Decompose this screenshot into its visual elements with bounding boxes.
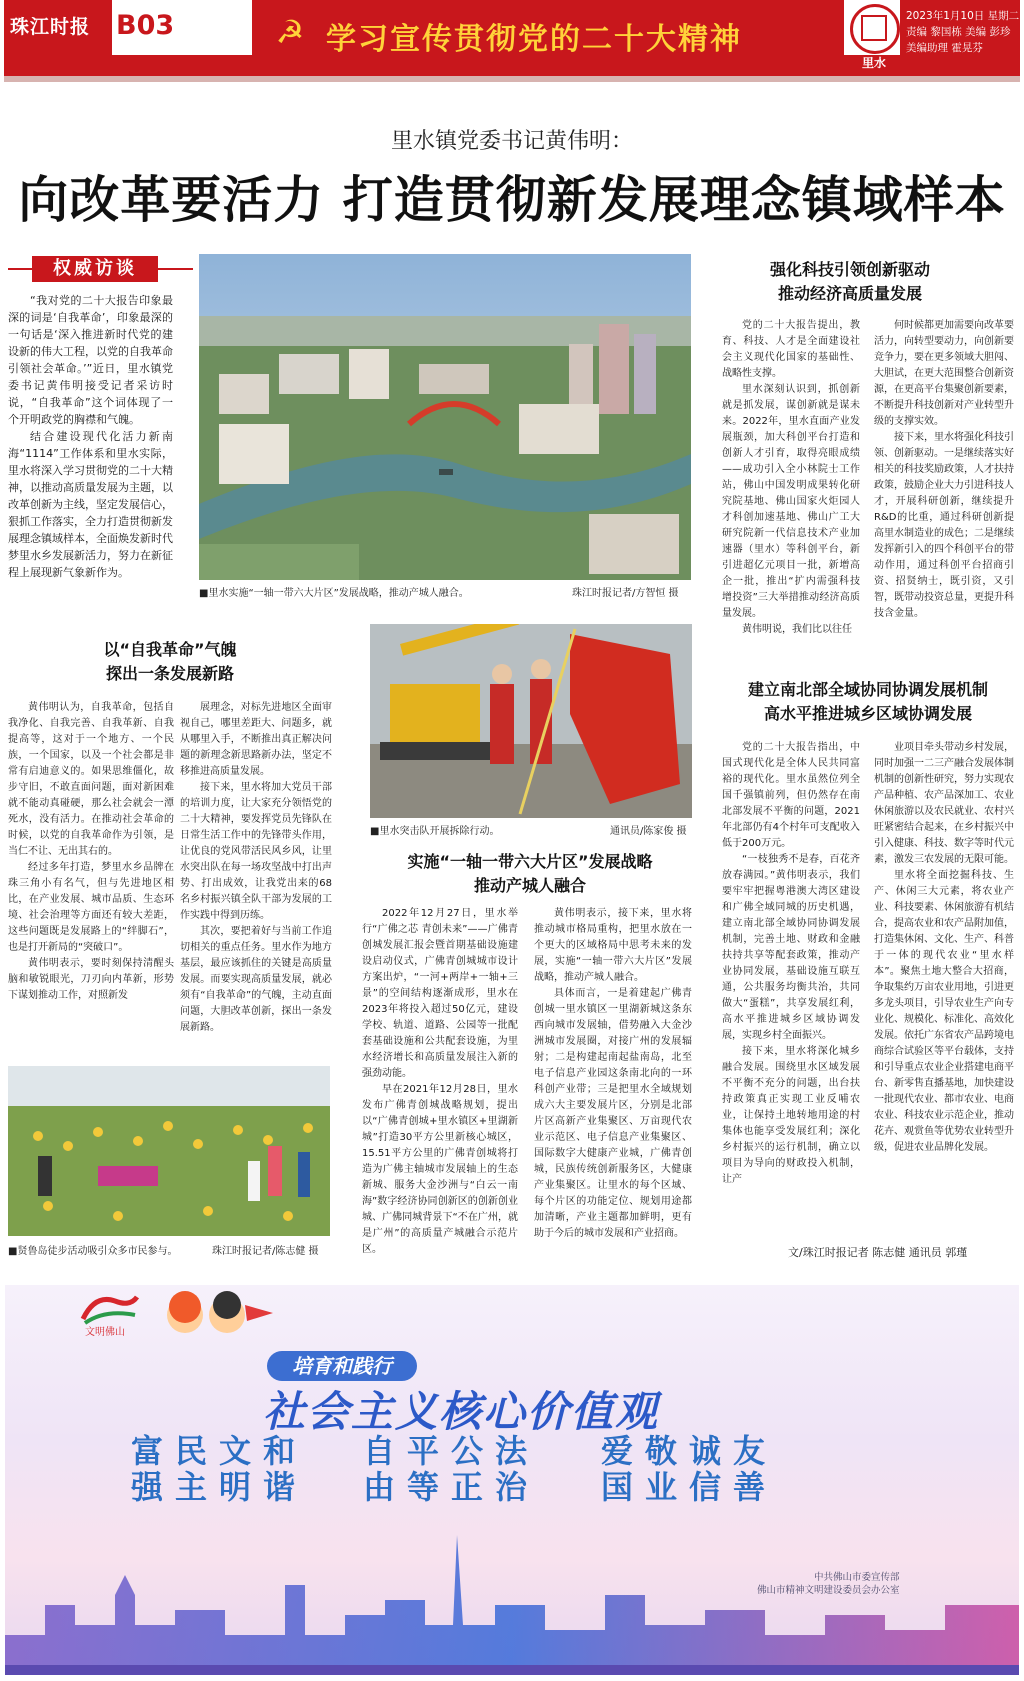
section4-paragraph: 党的二十大报告指出，中国式现代化是全体人民共同富裕的现代化。里水虽然位列全国千强镇前列，但仍然存在南北部发展不平衡的问题，2021年北部仍有4个村年可支配收入低于200万元。 <box>722 742 860 849</box>
section1-paragraph: 黄伟明表示，要时刻保持清醒头脑和敏锐眼光，刀刃向内革新，形势下谋划推动工作，对照新发 <box>8 958 174 1001</box>
section4-column1 <box>722 740 860 1188</box>
photo3-caption: ■贤鲁岛徒步活动吸引众多市民参与。 <box>8 1246 178 1257</box>
photo1-credit: 珠江时报记者/方智恒 摄 <box>572 588 679 599</box>
values-row: 国业信善 <box>601 1468 778 1506</box>
section1-paragraph: 展理念，对标先进地区全面审视自己，哪里差距大、问题多，就从哪里入手，不断推出真正解决问题的新理念新思路新办法，坚定不移推进高质量发展。 <box>180 702 332 777</box>
photo3-credit: 珠江时报记者/陈志健 摄 <box>212 1246 319 1257</box>
section3-paragraph: 黄伟明说，我们比以往任 <box>742 624 852 635</box>
banner-band-shadow <box>4 76 1020 82</box>
ad-org-line2: 佛山市精神文明建设委员会办公室 <box>757 1585 900 1596</box>
photo1-caption: ■里水实施“一轴一带六大片区”发展战略，推动产城人融合。 <box>199 588 469 599</box>
section3-paragraph: 何时候都更加需要向改革要活力，向转型要动力，向创新要竞争力，要在更多领域大胆闯、大胆试，在更大范围整合创新资源，在更高平台集聚创新要素，不断提升科技创新对产业转型升级的支撑实效。 <box>874 320 1014 427</box>
ad-org-line1: 中共佛山市委宣传部 <box>814 1572 900 1583</box>
section3-paragraph: 里水深刻认识到，抓创新就是抓发展，谋创新就是谋未来。2022年，里水直面产业发展瓶颈，加大科创平台打造和创新人才引育，取得亮眼成绩——成功引入全小林院士工作站，佛山中国发明成果转化研究院基地、佛山国家火炬园人才科创加速基地、佛山广工大研究院新一代信息技术产业加速器（里水）等科创平台，新引进超亿元项目一批，新增高企一批，推出“扩内需强科技 增投资”三大举措推动经济高质量发展。 <box>722 384 860 619</box>
kicker: 里水镇党委书记黄伟明： <box>390 129 633 154</box>
section4-paragraph: 里水将全面挖掘科技、生产、休闲三大元素，将农业产业、科技要素、休闲旅游有机结合，提高农业和农产品附加值，打造集休闲、文化、生产、科普于一体的现代农业“里水样本”。聚焦土地大整合大招商，争取集约万亩农业用地，引进更多龙头项目，引导农业生产向专业化、规模化、标准化、高效化发展。依托广东省农产品跨境电商综合试验区等平台载体，支持和引导重点农业企业搭建电商平台、新零售直播基地，加快建设一批现代农业、都市农业、电商农业、科技农业示范企业，推动花卉、观赏鱼等优势农业转型升级，促进农业品牌化发展。 <box>874 870 1014 1153</box>
headline: 向改革要活力 打造贯彻新发展理念镇域样本 <box>18 170 1006 229</box>
values-group-patriotism <box>601 1433 777 1505</box>
section2-paragraph: 2022年12月27日，里水举行“广佛之芯 青创未来”——广佛青创城发展汇报会暨首期基础设施建设启动仪式，广佛青创城城市设计方案出炉，“一河+两岸+一轴+三景”的空间结构逐渐成形，里水在2023年将投入超过50亿元，建设学校、轨道、道路、公园等一批配套基础设施和公共配套设施，为里水经济增长和高质量发展注入新的强劲动能。 <box>362 908 518 1079</box>
values-group-freedom <box>363 1433 539 1505</box>
section4-paragraph: 业项目牵头带动乡村发展，同时加强一二三产融合发展体制机制的创新性研究，努力实现农产品种植、农产品深加工、农业休闲旅游以及农民就业、农村兴旺紧密结合起来，在乡村振兴中引入健康、科技、数字等时代元素，激发三农发展的无限可能。 <box>874 742 1014 865</box>
section2-title-line1: 实施“一轴一带六大片区”发展战略 <box>407 852 653 871</box>
values-row: 爱敬诚友 <box>601 1432 778 1470</box>
section-badge: 权威访谈 <box>32 256 158 282</box>
section1-paragraph: 经过多年打造，梦里水乡品牌在珠三角小有名气，但与先进地区相比，在产业发展、城市品质、生态环境、社会治理等方面还有较大差距，这些问题既是发展路上的“绊脚石”，也是打开新局的“突破口”。 <box>8 862 174 953</box>
article-byline: 文/珠江时报记者 陈志健 通讯员 郭瑾 <box>788 1246 968 1259</box>
party-emblem-icon: ☭ <box>275 13 305 51</box>
section3-title-line1: 强化科技引领创新驱动 <box>769 260 930 279</box>
values-row: 自平公法 <box>363 1432 540 1470</box>
section3-paragraph: 接下来，里水将强化科技引领、创新驱动。一是继续落实好相关的科技奖励政策，人才扶持政策，鼓励企业大力引进科技人才，开展科研创新，继续提升R&D的比重，通过科研创新提高里水制造业的成色；二是继续发挥新引入的四个科创平台的带动作用，通过科创平台招商引资、招贤纳士，既引资，又引智，既带动投资总量，更提升科技含金量。 <box>874 432 1014 619</box>
values-row: 富民文和 <box>131 1432 308 1470</box>
photo-city-aerial <box>199 254 691 580</box>
section3-paragraph: 党的二十大报告提出，教育、科技、人才是全面建设社会主义现代化国家的基础性、战略性支撑。 <box>722 320 860 379</box>
section1-paragraph: 接下来，里水将加大党员干部的培训力度，让大家充分领悟党的二十大精神，要发挥党员先锋队在日常生活工作中的先锋带头作用，让优良的党风带活民风乡风，让里水突出队在每一场攻坚战中打出声势、打出成效，让我党出来的68名乡村振兴镇全队干部为发展的工作实践中得到历练。 <box>180 782 332 921</box>
section1-title <box>40 638 300 686</box>
photo-hiking-event <box>8 1066 330 1236</box>
page-number: B03 <box>116 10 175 41</box>
banner <box>252 0 844 68</box>
town-seal-icon <box>850 4 900 54</box>
masthead-block <box>4 0 112 55</box>
editor-credit: 责编 黎国栋 美编 彭珍 <box>906 26 1011 38</box>
section4-title-line1: 建立南北部全域协同协调发展机制 <box>747 680 988 699</box>
section2-title <box>360 850 700 898</box>
photo-demolition-team <box>370 624 692 818</box>
values-row: 由等正治 <box>363 1468 540 1506</box>
section3-column1 <box>722 318 860 638</box>
section1-paragraph: 其次，要把着好与当前工作追切相关的重点任务。里水作为地方基层，最应该抓住的关键是高质量发展。而要实现高质量发展，就必须有“自我革命”的气魄，主动直面问题，大胆改革创新，探出一条发展新路。 <box>180 926 332 1033</box>
section1-column2 <box>180 700 332 1036</box>
section2-column2 <box>534 906 692 1242</box>
intro-paragraph: “我对党的二十大报告印象最深的词是‘自我革命’，印象最深的一句话是‘深入推进新时代党的建设新的伟大工程，以党的自我革命引领社会革命。’”近日，里水镇党委书记黄伟明接受记者采访时说，“自我革命”这个词体现了一个开明政党的胸襟和气魄。 <box>8 294 173 426</box>
section2-column1 <box>362 906 518 1258</box>
intro-column <box>8 292 173 581</box>
values-row: 强主明谐 <box>131 1468 308 1506</box>
assistant-credit: 美编助理 霍晃芬 <box>906 42 983 54</box>
header-meta <box>906 8 1020 56</box>
section4-paragraph: “一枝独秀不是春，百花齐放春满园。”黄伟明表示，我们要牢牢把握粤港澳大湾区建设和广佛全域同城的历史机遇，建立南北部全域协同协调发展机制，完善土地、财政和金融扶持共享等配套政策，推动产业协同发展，基础设施互联互通，公共服务均衡共治，共同做大“蛋糕”，共享发展红利，高水平推进城乡区域协调发展，实现乡村全面振兴。 <box>722 854 860 1041</box>
section2-paragraph: 具体而言，一是着建起广佛青创城一里水镇区一里湖新城这条东西向城市发展轴，借势融入大金沙洲城市发展圈，对接广州的发展辐射；二是构建起南起盐南岛，北至电子信息产业园这条南北向的一环科创产业带；三是把里水全域规划成六大主要发展片区，分别是北部片区高新产业集聚区、万亩现代农业示范区、电子信息产业集聚区、国际数字大健康产业城，广佛青创城，民族传统创新服务区，大健康产业集聚区。让里水的每个区域、每个片区的功能定位、规划用途都加清晰，产业主题都加鲜明，更有助于今后的城市发展和产业招商。 <box>534 988 692 1239</box>
values-group-prosperity <box>131 1433 307 1505</box>
ad-organizer <box>757 1571 900 1597</box>
issue-date: 2023年1月10日 星期二 <box>906 10 1020 22</box>
section1-paragraph: 黄伟明认为，自我革命，包括自我净化、自我完善、自我革新、自我提高等，这对于一个地方、一个民族，一个国家，以及一个社会都是非常有启迪意义的。如果思维僵化，故步守旧，不敢直面问题，面对新困难就不能动真碰硬，那么社会就会一潭死水，没有活力。在推动社会革命的时候，以党的自我革命作为引领，是当仁不让、无出其右的。 <box>8 702 174 857</box>
paper-name: 珠江时报 <box>10 16 91 38</box>
section4-paragraph: 接下来，里水将深化城乡融合发展。围绕里水区域发展不平衡不充分的问题，出台扶持政策真正实现工业反哺农业，让保持土地转地用途的村集体也能享受发展红利；深化乡村振兴的运行机制，确立以项目为导向的财政投入机制，让产 <box>722 1046 860 1185</box>
section1-column1 <box>8 700 174 1004</box>
ad-pill: 培育和践行 <box>267 1351 417 1381</box>
section1-title-line1: 以“自我革命”气魄 <box>103 640 237 659</box>
mascot-icon <box>155 1285 275 1355</box>
intro-paragraph: 结合建设现代化活力新南海“1114”工作体系和里水实际，里水将深入学习贯彻党的二十大精神，以推动高质量发展为主题，以改革创新为主线，坚定发展信心，狠抓工作落实，全力打造贯彻新发展理念镇域样本，全面焕发新时代梦里水乡发展新活力，努力在新征程上展现新气象新作为。 <box>8 430 173 579</box>
section4-title-line2: 高水平推进城乡区域协调发展 <box>763 704 972 723</box>
section4-column2 <box>874 740 1014 1156</box>
section2-paragraph: 黄伟明表示，接下来，里水将推动城市格局重构，把里水放在一个更大的区域格局中思考未来的发展，实施“一轴一带六大片区”发展战略，推动产城人融合。 <box>534 908 692 983</box>
photo2-credit: 通讯员/陈家俊 摄 <box>610 826 687 837</box>
section2-title-line2: 推动产城人融合 <box>473 876 586 895</box>
section3-title <box>720 258 980 306</box>
section4-title <box>716 678 1020 726</box>
section1-title-line2: 探出一条发展新路 <box>105 664 234 683</box>
section3-title-line2: 推动经济高质量发展 <box>777 284 922 303</box>
ad-title: 社会主义核心价值观 <box>263 1387 660 1436</box>
section2-paragraph: 早在2021年12月28日，里水发布广佛青创城战略规划，提出以“广佛青创城+里水镇区+里湖新城”打造30平方公里新核心城区，15.51平方公里的广佛青创城将打造为广佛主轴城市发展轴上的生态新城、服务大金沙洲与“白云一南海”数字经济协同创新区的创新创业城、广佛同城背景下“不在广州，就是广州”的高质量产城融合示范片区。 <box>362 1084 518 1255</box>
photo2-caption: ■里水突击队开展拆除行动。 <box>370 826 500 837</box>
seal-label: 里水 <box>861 56 886 70</box>
banner-title: 学习宣传贯彻党的二十大精神 <box>326 22 742 57</box>
public-service-ad <box>5 1285 1019 1675</box>
ad-logo-text: 文明佛山 <box>85 1327 125 1338</box>
page-header <box>4 0 1020 84</box>
section3-column2 <box>874 318 1014 622</box>
